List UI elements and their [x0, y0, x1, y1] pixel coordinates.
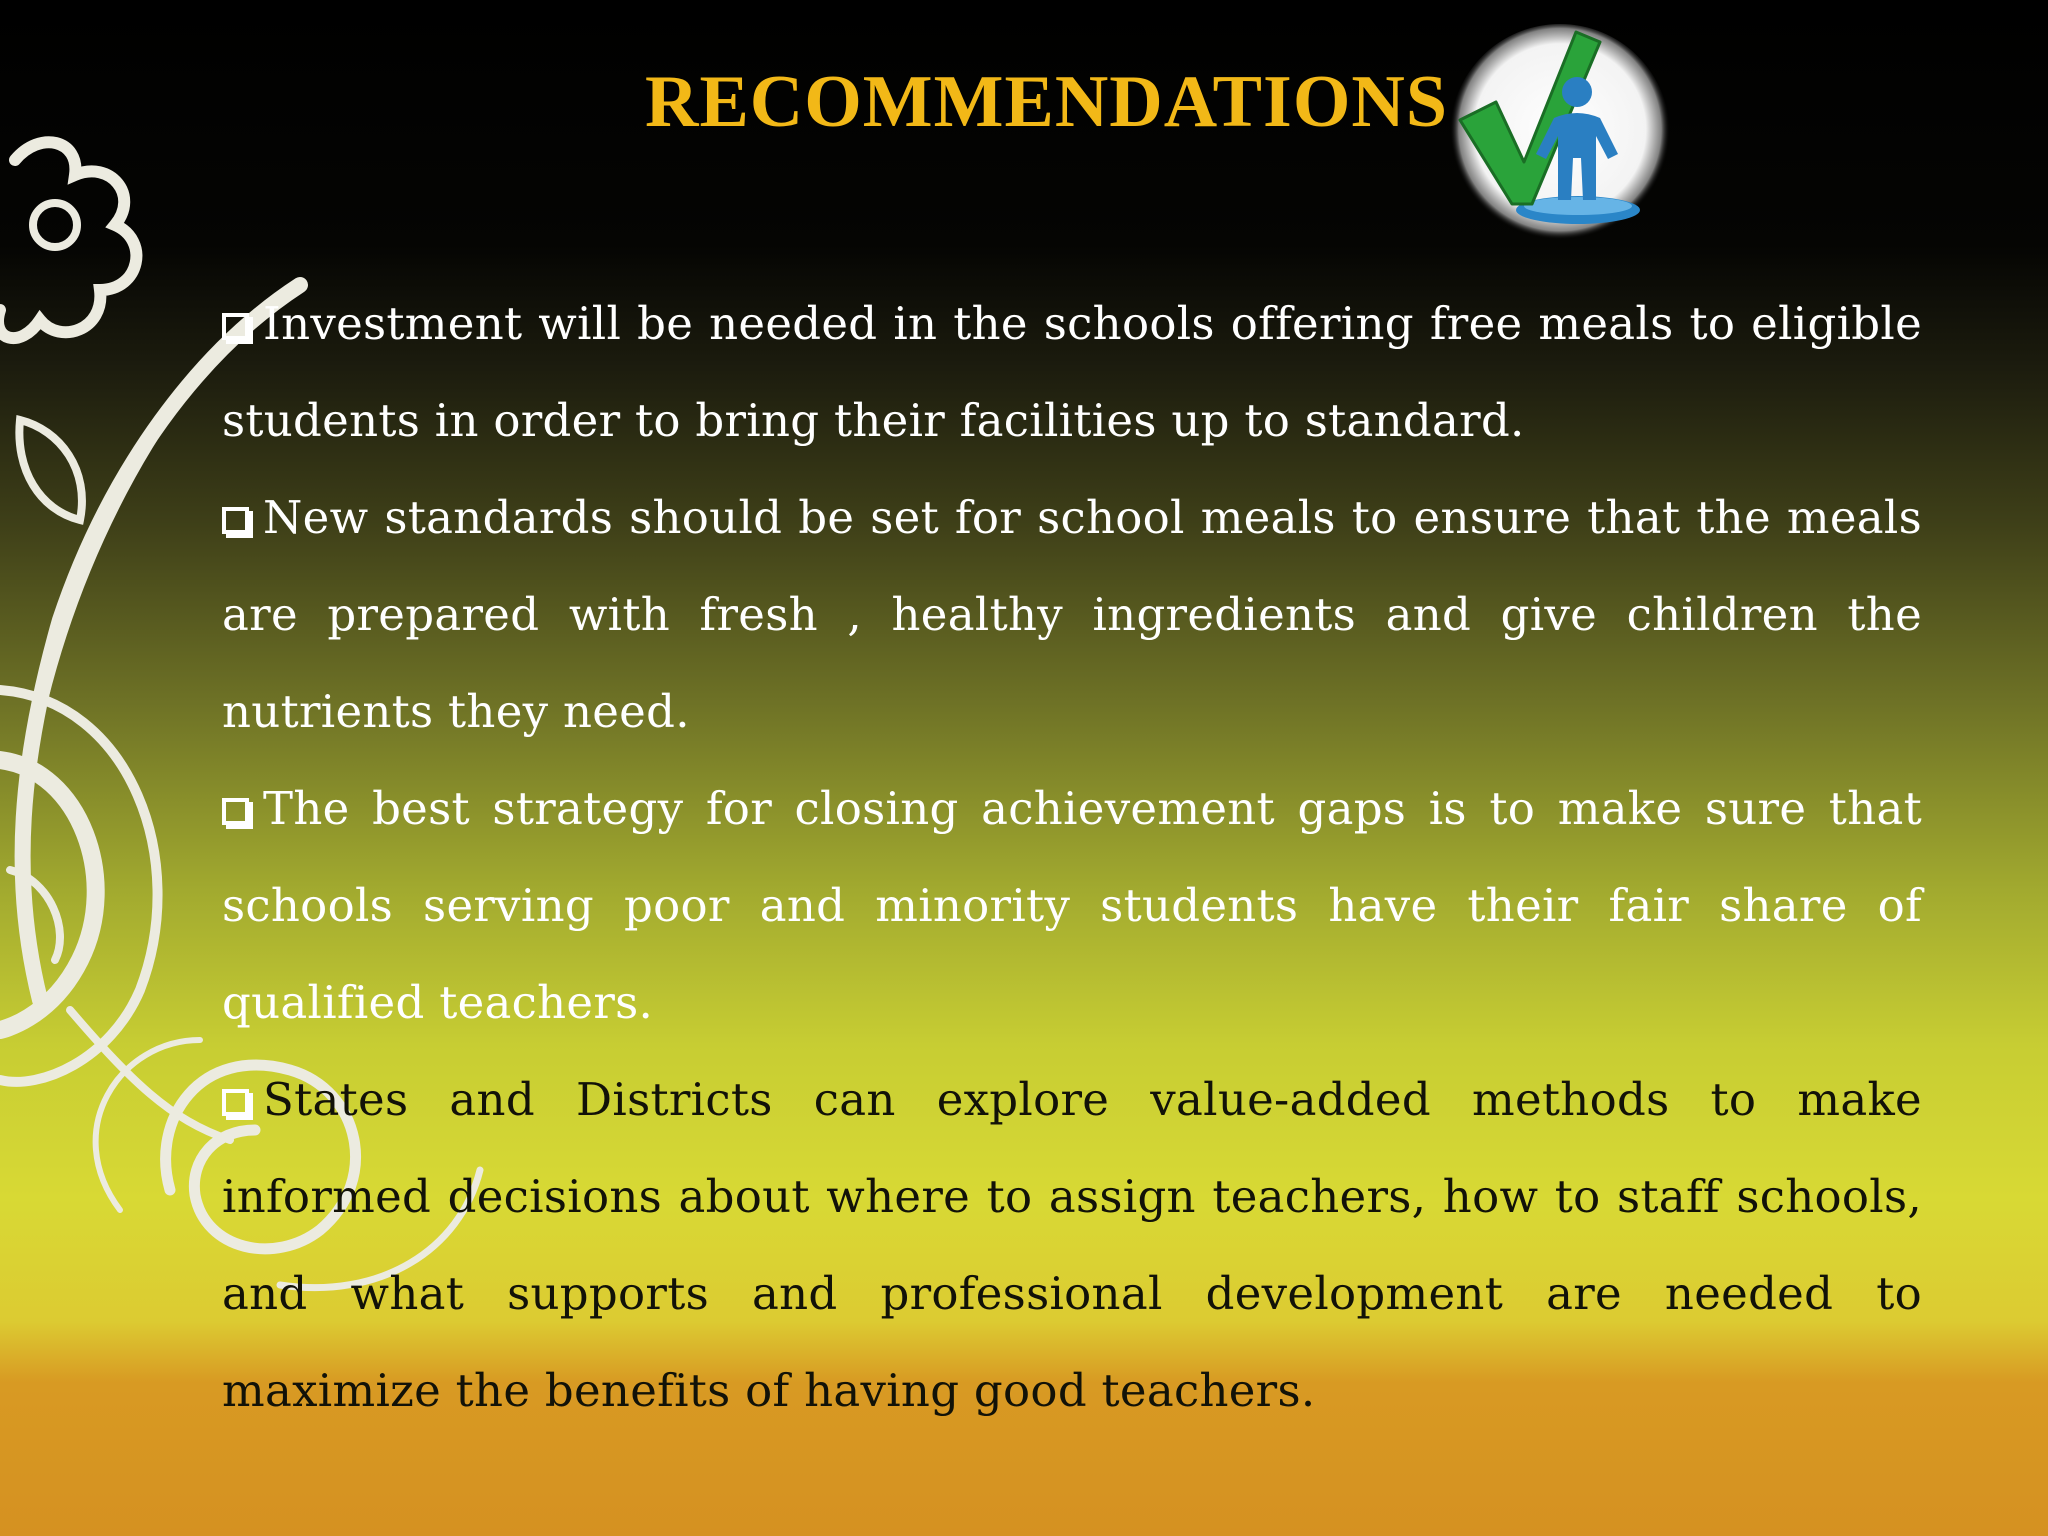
- list-item-text: The best strategy for closing achievement gaps is to make sure that schools serving poor and minority students have their fair share of qualified teachers.: [222, 782, 1922, 1029]
- checkbox-bullet-icon: [222, 313, 249, 340]
- recommendations-list: [222, 275, 1922, 1439]
- checkbox-bullet-icon: [222, 507, 249, 534]
- list-item: [222, 469, 1922, 760]
- list-item: [222, 275, 1922, 469]
- checkmark-person-icon: [1440, 22, 1680, 252]
- checkbox-bullet-icon: [222, 798, 249, 825]
- list-item-text: New standards should be set for school meals to ensure that the meals are prepared with fresh , healthy ingredients and give children the nutrients they need.: [222, 491, 1922, 738]
- list-item: [222, 760, 1922, 1051]
- list-item: [222, 1051, 1922, 1439]
- list-item-text: States and Districts can explore value-added methods to make informed decisions about where to assign teachers, how to staff schools, and what supports and professional development are needed to maximize the benefits of having good teachers.: [222, 1073, 1922, 1417]
- page-title: RECOMMENDATIONS: [645, 61, 1448, 143]
- list-item-text: Investment will be needed in the schools offering free meals to eligible students in order to bring their facilities up to standard.: [222, 297, 1922, 447]
- checkbox-bullet-icon: [222, 1089, 249, 1116]
